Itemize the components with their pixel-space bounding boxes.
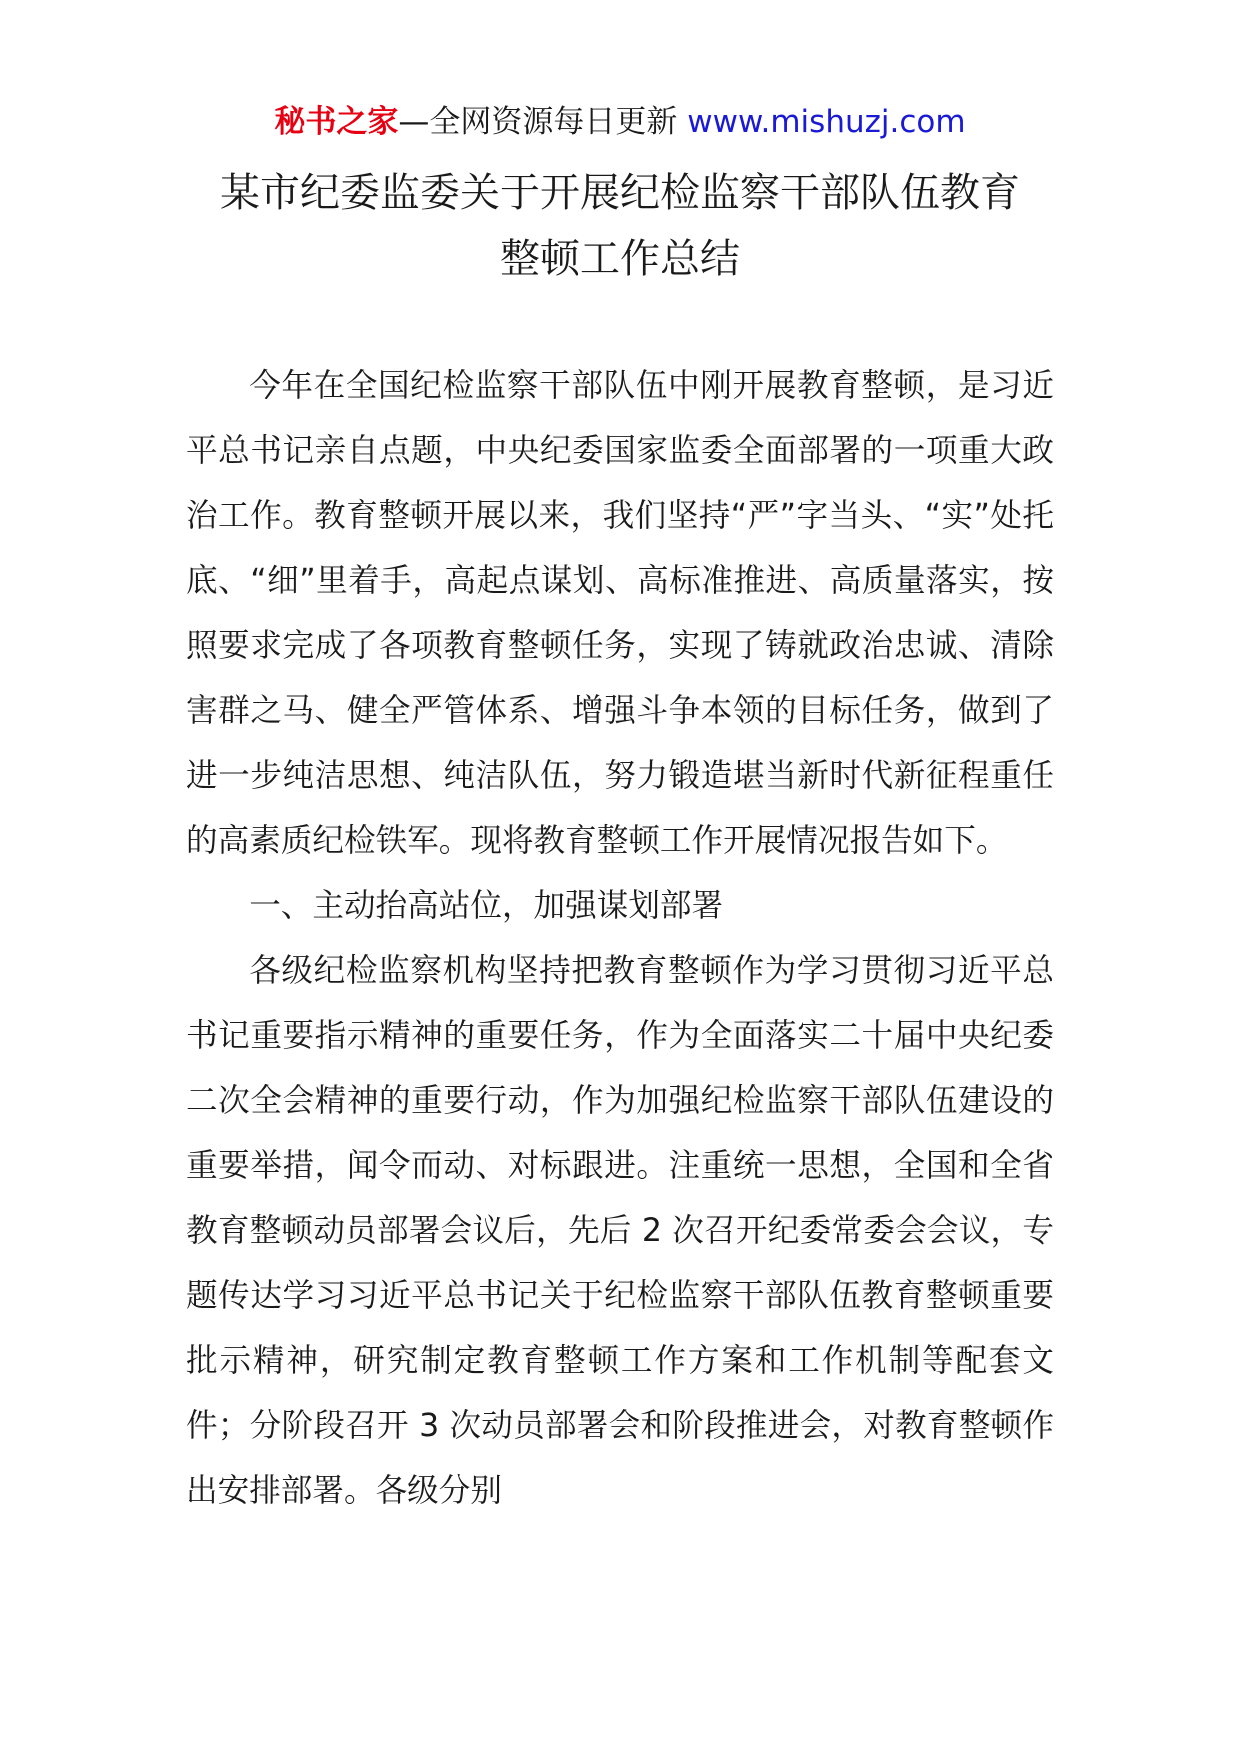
section-1-paragraph: 各级纪检监察机构坚持把教育整顿作为学习贯彻习近平总书记重要指示精神的重要任务，作为全面落实二十届中央纪委二次全会精神的重要行动，作为加强纪检监察干部队伍建设的重要举措，闻令而动、对标跟进。注重统一思想，全国和全省教育整顿动员部署会议后，先后 2 次召开纪委常委会会议，专题传达学习习近平总书记关于纪检监察干部队伍教育整顿重要批示精神，研究制定教育整顿工作方案和工作机制等配套文件；分阶段召开 3 次动员部署会和阶段推进会，对教育整顿作出安排部署。各级分别 — [186, 953, 1054, 1509]
brand-name: 秘书之家 — [274, 104, 399, 140]
document-title — [140, 160, 1100, 292]
document-body — [186, 354, 1054, 1524]
title-line-2: 整顿工作总结 — [500, 236, 740, 282]
intro-paragraph: 今年在全国纪检监察干部队伍中刚开展教育整顿，是习近平总书记亲自点题，中央纪委国家监委全面部署的一项重大政治工作。教育整顿开展以来，我们坚持“严”字当头、“实”处托底、“细”里着手，高起点谋划、高标准推进、高质量落实，按照要求完成了各项教育整顿任务，实现了铸就政治忠诚、清除害群之马、健全严管体系、增强斗争本领的目标任务，做到了进一步纯洁思想、纯洁队伍，努力锻造堪当新时代新征程重任的高素质纪检铁军。现将教育整顿工作开展情况报告如下。 — [186, 368, 1054, 859]
section-heading-1: 一、主动抬高站位，加强谋划部署 — [249, 888, 724, 924]
header-slogan: —全网资源每日更新 — [398, 104, 678, 140]
site-header — [0, 100, 1240, 144]
site-url-link[interactable]: www.mishuzj.com — [687, 104, 966, 140]
title-line-1: 某市纪委监委关于开展纪检监察干部队伍教育 — [220, 170, 1020, 216]
